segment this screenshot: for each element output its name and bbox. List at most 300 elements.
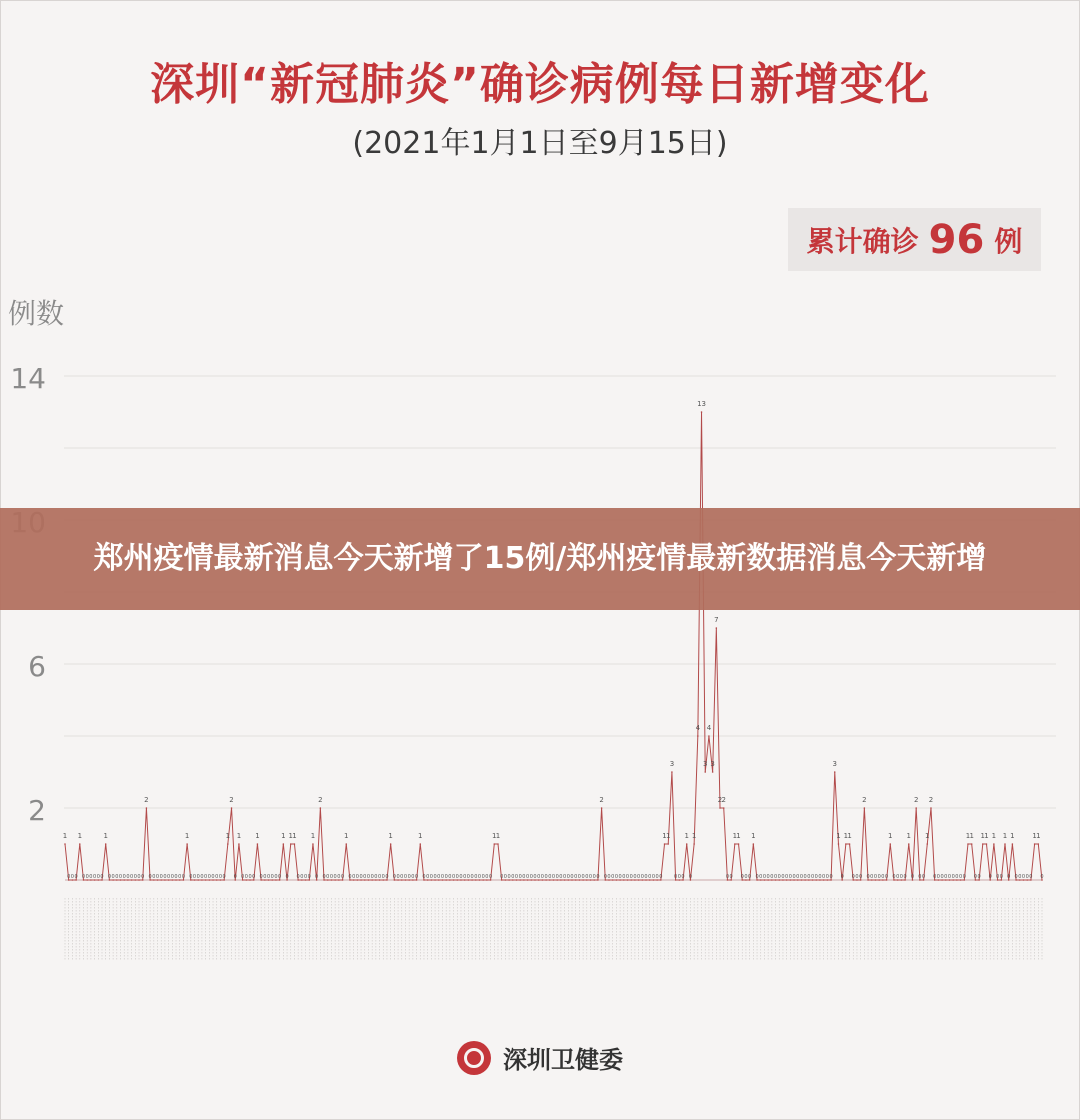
data-label: 0 xyxy=(285,874,289,880)
data-label: 0 xyxy=(1029,874,1033,880)
data-label: 0 xyxy=(348,874,352,880)
data-label: 0 xyxy=(148,874,152,880)
data-label: 1 xyxy=(281,832,286,840)
data-label: 2 xyxy=(862,796,867,804)
data-label: 0 xyxy=(781,874,785,880)
data-label: 0 xyxy=(840,874,844,880)
data-point xyxy=(294,843,296,845)
data-label: 0 xyxy=(788,874,792,880)
total-unit: 例 xyxy=(994,224,1023,258)
data-label: 0 xyxy=(526,874,530,880)
data-label: 1 xyxy=(236,832,242,840)
data-label: 0 xyxy=(822,874,826,880)
data-label: 0 xyxy=(814,874,818,880)
data-point xyxy=(105,843,107,845)
data-point xyxy=(238,843,240,845)
data-label: 3 xyxy=(710,760,715,768)
data-label: 0 xyxy=(252,874,256,880)
data-label: 0 xyxy=(329,874,334,880)
series-line xyxy=(62,412,1042,880)
data-point xyxy=(967,843,969,845)
data-label: 0 xyxy=(451,874,456,880)
data-label: 0 xyxy=(999,874,1003,880)
data-label: 1 xyxy=(77,832,83,840)
data-label: 0 xyxy=(574,874,578,880)
data-label: 0 xyxy=(1025,874,1029,880)
data-label: 0 xyxy=(529,874,533,880)
data-point xyxy=(982,843,984,845)
data-label: 0 xyxy=(266,874,271,880)
data-label: 0 xyxy=(189,874,193,880)
footer xyxy=(0,1040,1080,1075)
data-label: 0 xyxy=(181,874,186,880)
data-label: 0 xyxy=(851,874,855,880)
data-point xyxy=(290,843,292,845)
data-label: 0 xyxy=(81,874,86,880)
data-label: 0 xyxy=(903,874,907,880)
data-label: 0 xyxy=(477,874,482,880)
data-label: 0 xyxy=(688,874,693,880)
data-point xyxy=(849,843,851,845)
data-label: 0 xyxy=(130,874,134,880)
data-label: 1 xyxy=(906,832,912,840)
data-label: 0 xyxy=(481,874,485,880)
data-label: 2 xyxy=(913,796,919,804)
total-value: 96 xyxy=(928,216,985,263)
data-label: 0 xyxy=(414,874,419,880)
data-label: 0 xyxy=(540,874,544,880)
data-label: 0 xyxy=(488,874,493,880)
data-point xyxy=(834,771,836,773)
overlay-banner xyxy=(0,508,1080,610)
data-label: 0 xyxy=(270,874,274,880)
data-label: 0 xyxy=(89,874,93,880)
data-label: 0 xyxy=(274,874,278,880)
data-label: 0 xyxy=(796,874,800,880)
data-point xyxy=(1037,843,1039,845)
chart-subtitle: (2021年1月1日至9月15日) xyxy=(352,126,728,161)
data-label: 1 xyxy=(984,832,989,840)
data-label: 0 xyxy=(563,874,567,880)
data-label: 1 xyxy=(255,832,260,840)
total-label: 累计确诊 xyxy=(806,224,919,258)
data-point xyxy=(971,843,973,845)
data-label: 0 xyxy=(777,874,781,880)
data-label: 0 xyxy=(466,874,470,880)
data-label: 0 xyxy=(518,874,522,880)
footer-org: 深圳卫健委 xyxy=(503,1046,623,1074)
data-label: 0 xyxy=(448,874,452,880)
data-label: 0 xyxy=(352,874,356,880)
data-point xyxy=(986,843,988,845)
data-label: 0 xyxy=(126,874,130,880)
data-label: 0 xyxy=(392,874,396,880)
data-label: 0 xyxy=(655,874,659,880)
data-label: 0 xyxy=(340,874,345,880)
data-label: 0 xyxy=(459,874,463,880)
data-label: 0 xyxy=(207,874,211,880)
data-label: 0 xyxy=(659,874,663,880)
data-point xyxy=(701,411,703,413)
data-label: 0 xyxy=(337,874,341,880)
data-label: 0 xyxy=(100,874,104,880)
data-label: 0 xyxy=(551,874,556,880)
data-point xyxy=(79,843,81,845)
data-label: 1 xyxy=(847,832,852,840)
data-label: 1 xyxy=(344,832,349,840)
data-label: 0 xyxy=(485,874,489,880)
data-label: 0 xyxy=(93,874,97,880)
data-label: 0 xyxy=(570,874,574,880)
data-label: 0 xyxy=(988,874,992,880)
data-label: 0 xyxy=(585,874,589,880)
data-label: 0 xyxy=(622,874,626,880)
data-point xyxy=(497,843,499,845)
data-label: 0 xyxy=(200,874,204,880)
data-label: 0 xyxy=(159,874,163,880)
data-label: 0 xyxy=(740,874,744,880)
data-label: 0 xyxy=(326,874,330,880)
data-point xyxy=(146,807,148,809)
data-label: 0 xyxy=(855,874,859,880)
data-label: 0 xyxy=(933,874,937,880)
data-label: 0 xyxy=(507,874,511,880)
data-label: 0 xyxy=(625,874,630,880)
data-label: 0 xyxy=(141,874,145,880)
data-label: 0 xyxy=(973,874,977,880)
data-label: 0 xyxy=(770,874,774,880)
data-label: 0 xyxy=(377,874,382,880)
data-label: 1 xyxy=(843,832,849,840)
data-label: 1 xyxy=(225,832,231,840)
data-point xyxy=(838,843,840,845)
data-label: 0 xyxy=(633,874,637,880)
data-label: 0 xyxy=(315,874,319,880)
data-label: 0 xyxy=(559,874,563,880)
data-label: 0 xyxy=(577,874,581,880)
data-label: 0 xyxy=(940,874,944,880)
data-label: 0 xyxy=(648,874,652,880)
data-label: 0 xyxy=(744,874,748,880)
data-label: 0 xyxy=(1014,874,1018,880)
data-point xyxy=(1004,843,1006,845)
data-label: 0 xyxy=(537,874,541,880)
data-label: 0 xyxy=(958,874,963,880)
data-label: 2 xyxy=(318,796,323,804)
data-point xyxy=(926,843,928,845)
data-label: 0 xyxy=(607,874,611,880)
banner-text: 郑州疫情最新消息今天新增了15例/郑州疫情最新数据消息今天新增 xyxy=(93,541,987,576)
data-point xyxy=(719,807,721,809)
data-label: 1 xyxy=(1036,832,1041,840)
data-label: 0 xyxy=(640,874,644,880)
data-label: 1 xyxy=(292,832,297,840)
data-label: 0 xyxy=(544,874,548,880)
data-label: 1 xyxy=(836,832,841,840)
data-point xyxy=(734,843,736,845)
data-label: 0 xyxy=(892,874,896,880)
data-label: 0 xyxy=(677,874,681,880)
data-label: 0 xyxy=(204,874,208,880)
data-label: 0 xyxy=(533,874,537,880)
data-label: 0 xyxy=(555,874,559,880)
data-label: 3 xyxy=(702,760,708,768)
data-label: 0 xyxy=(178,874,182,880)
data-label: 0 xyxy=(807,874,811,880)
data-label: 1 xyxy=(888,832,893,840)
data-label: 0 xyxy=(500,874,504,880)
data-label: 0 xyxy=(433,874,437,880)
data-label: 0 xyxy=(870,874,874,880)
data-label: 0 xyxy=(629,874,633,880)
data-label: 0 xyxy=(374,874,378,880)
data-label: 0 xyxy=(396,874,400,880)
data-label: 0 xyxy=(133,874,137,880)
data-point xyxy=(697,735,699,737)
data-label: 0 xyxy=(366,874,371,880)
data-label: 0 xyxy=(137,874,141,880)
data-label: 0 xyxy=(437,874,441,880)
data-label: 0 xyxy=(363,874,367,880)
data-label: 0 xyxy=(884,874,889,880)
data-label: 1 xyxy=(969,832,974,840)
data-point xyxy=(186,843,188,845)
data-label: 0 xyxy=(1021,874,1026,880)
data-label: 1 xyxy=(965,832,971,840)
data-label: 0 xyxy=(614,874,619,880)
data-point xyxy=(419,843,421,845)
data-label: 0 xyxy=(263,874,267,880)
data-label: 0 xyxy=(115,874,119,880)
data-label: 0 xyxy=(818,874,822,880)
data-label: 0 xyxy=(921,874,926,880)
data-label: 1 xyxy=(103,832,108,840)
data-label: 1 xyxy=(925,832,930,840)
data-label: 0 xyxy=(440,874,445,880)
data-label: 0 xyxy=(596,874,600,880)
data-label: 0 xyxy=(381,874,385,880)
data-label: 0 xyxy=(300,874,304,880)
data-label: 4 xyxy=(706,724,712,732)
data-point xyxy=(993,843,995,845)
data-label: 0 xyxy=(936,874,940,880)
data-label: 0 xyxy=(866,874,870,880)
y-tick-label: 6 xyxy=(28,650,46,683)
data-label: 0 xyxy=(411,874,415,880)
data-label: 0 xyxy=(174,874,178,880)
y-tick-label: 14 xyxy=(10,362,46,395)
data-point xyxy=(864,807,866,809)
data-label: 0 xyxy=(278,874,282,880)
data-point xyxy=(915,807,917,809)
data-label: 0 xyxy=(170,874,174,880)
data-point xyxy=(667,843,669,845)
data-point xyxy=(345,843,347,845)
data-label: 0 xyxy=(947,874,952,880)
data-label: 0 xyxy=(944,874,948,880)
data-point xyxy=(716,627,718,629)
data-label: 0 xyxy=(67,874,71,880)
data-label: 1 xyxy=(684,832,689,840)
data-label: 0 xyxy=(651,874,656,880)
data-point xyxy=(257,843,259,845)
data-label: 0 xyxy=(785,874,789,880)
data-label: 0 xyxy=(511,874,515,880)
data-label: 3 xyxy=(669,760,675,768)
data-point xyxy=(1034,843,1036,845)
data-label: 0 xyxy=(307,874,311,880)
data-label: 0 xyxy=(729,874,733,880)
data-label: 1 xyxy=(184,832,190,840)
data-label: 0 xyxy=(355,874,359,880)
data-label: 0 xyxy=(118,874,123,880)
data-label: 1 xyxy=(691,832,697,840)
data-label: 0 xyxy=(618,874,622,880)
data-label: 1 xyxy=(991,832,997,840)
data-label: 0 xyxy=(241,874,245,880)
data-label: 1 xyxy=(1002,832,1008,840)
data-label: 0 xyxy=(422,874,426,880)
data-point xyxy=(738,843,740,845)
data-point xyxy=(671,771,673,773)
data-label: 0 xyxy=(85,874,89,880)
data-label: 0 xyxy=(951,874,955,880)
data-label: 0 xyxy=(470,874,474,880)
data-label: 2 xyxy=(599,796,604,804)
data-label: 0 xyxy=(74,874,78,880)
data-label: 0 xyxy=(522,874,526,880)
data-label: 0 xyxy=(829,874,833,880)
data-label: 0 xyxy=(333,874,337,880)
data-label: 1 xyxy=(1010,832,1015,840)
data-label: 0 xyxy=(426,874,430,880)
data-label: 0 xyxy=(322,874,326,880)
chart-title: 深圳“新冠肺炎”确诊病例每日新增变化 xyxy=(150,59,930,110)
data-point xyxy=(227,843,229,845)
data-label: 0 xyxy=(218,874,223,880)
data-label: 0 xyxy=(70,874,74,880)
data-label: 0 xyxy=(403,874,408,880)
data-point xyxy=(601,807,603,809)
data-label: 0 xyxy=(407,874,411,880)
data-label: 0 xyxy=(637,874,641,880)
data-label: 0 xyxy=(896,874,900,880)
data-label: 0 xyxy=(111,874,115,880)
data-label: 0 xyxy=(215,874,219,880)
data-label: 1 xyxy=(62,832,68,840)
data-label: 0 xyxy=(674,874,678,880)
data-label: 0 xyxy=(773,874,778,880)
data-label: 0 xyxy=(167,874,171,880)
data-label: 1 xyxy=(980,832,986,840)
data-label: 0 xyxy=(455,874,459,880)
data-label: 0 xyxy=(918,874,922,880)
data-label: 1 xyxy=(310,832,316,840)
data-point xyxy=(64,843,66,845)
data-point xyxy=(1012,843,1014,845)
data-point xyxy=(704,771,706,773)
data-label: 0 xyxy=(581,874,585,880)
data-label: 0 xyxy=(792,874,796,880)
data-label: 1 xyxy=(388,832,393,840)
data-label: 1 xyxy=(665,832,671,840)
data-label: 7 xyxy=(714,616,719,624)
data-label: 1 xyxy=(732,832,738,840)
data-point xyxy=(845,843,847,845)
data-label: 0 xyxy=(759,874,763,880)
data-point xyxy=(320,807,322,809)
data-label: 0 xyxy=(566,874,570,880)
data-label: 0 xyxy=(196,874,200,880)
data-label: 0 xyxy=(603,874,607,880)
data-point xyxy=(390,843,392,845)
data-label: 0 xyxy=(995,874,1000,880)
data-label: 1 xyxy=(288,832,293,840)
data-label: 1 xyxy=(751,832,756,840)
data-label: 2 xyxy=(928,796,934,804)
data-label: 2 xyxy=(717,796,723,804)
data-label: 0 xyxy=(644,874,648,880)
data-point xyxy=(712,771,714,773)
data-label: 0 xyxy=(463,874,467,880)
y-tick-label: 2 xyxy=(28,794,46,827)
data-label: 0 xyxy=(725,874,730,880)
data-point xyxy=(664,843,666,845)
data-label: 0 xyxy=(400,874,404,880)
data-label: 0 xyxy=(592,874,596,880)
data-label: 0 xyxy=(873,874,878,880)
data-label: 0 xyxy=(962,874,966,880)
data-label: 0 xyxy=(122,874,126,880)
data-label: 0 xyxy=(803,874,807,880)
data-label: 13 xyxy=(697,400,706,408)
data-point xyxy=(723,807,725,809)
data-label: 0 xyxy=(1007,874,1011,880)
data-label: 1 xyxy=(492,832,497,840)
data-point xyxy=(753,843,755,845)
data-label: 0 xyxy=(385,874,389,880)
data-label: 0 xyxy=(877,874,881,880)
data-label: 0 xyxy=(588,874,593,880)
data-label: 0 xyxy=(977,874,981,880)
data-label: 1 xyxy=(662,832,667,840)
data-label: 0 xyxy=(233,874,237,880)
data-label: 0 xyxy=(766,874,770,880)
data-label: 0 xyxy=(303,874,308,880)
data-label: 0 xyxy=(96,874,100,880)
data-label: 0 xyxy=(370,874,374,880)
data-label: 0 xyxy=(1018,874,1022,880)
data-label: 0 xyxy=(107,874,112,880)
data-label: 0 xyxy=(163,874,167,880)
data-label: 0 xyxy=(955,874,959,880)
health-commission-logo-icon xyxy=(457,1041,491,1075)
data-label: 0 xyxy=(1040,874,1044,880)
data-point xyxy=(493,843,495,845)
data-label: 4 xyxy=(695,724,701,732)
data-label: 0 xyxy=(548,874,552,880)
data-label: 2 xyxy=(144,796,149,804)
data-label: 0 xyxy=(192,874,197,880)
data-label: 0 xyxy=(825,874,829,880)
data-label: 1 xyxy=(418,832,423,840)
data-label: 0 xyxy=(681,874,685,880)
data-label: 0 xyxy=(514,874,519,880)
data-point xyxy=(312,843,314,845)
data-label: 0 xyxy=(248,874,252,880)
data-point xyxy=(231,807,233,809)
data-label: 0 xyxy=(259,874,263,880)
